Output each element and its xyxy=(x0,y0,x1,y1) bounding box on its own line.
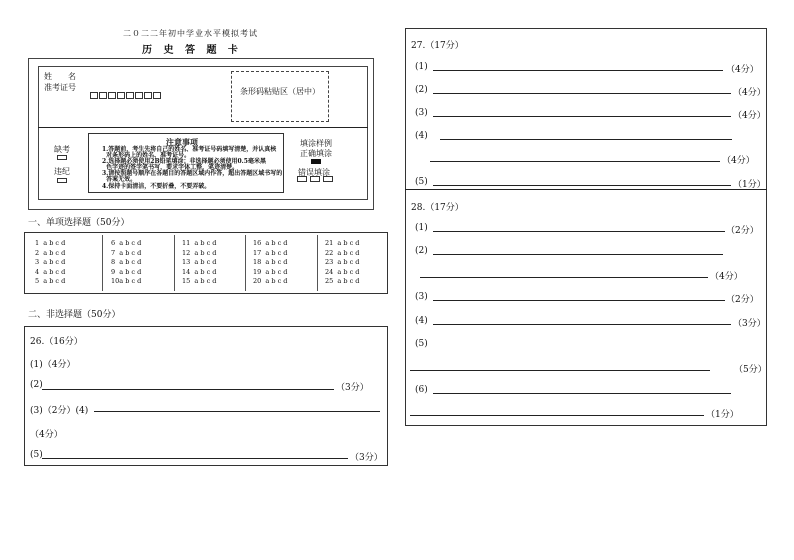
absent-box[interactable] xyxy=(57,155,67,160)
q28-item-line[interactable] xyxy=(410,370,710,371)
mcq-row[interactable]: 25 a b c d xyxy=(325,277,360,286)
mcq-separator xyxy=(102,235,103,291)
mcq-row[interactable]: 11 a b c d xyxy=(182,239,217,247)
q28-title: 28.（17分） xyxy=(411,203,464,213)
note-line: 3.请按照题号顺序在各题目的答题区域内作答，超出答题区域书写的 xyxy=(102,170,283,178)
q27-item-score: （4分） xyxy=(733,88,766,98)
fill-example-label: 填涂样例 xyxy=(300,139,332,148)
violation-label: 违纪 xyxy=(54,167,70,176)
q27-item-score: （4分） xyxy=(726,65,759,75)
id-label: 准考证号 xyxy=(44,83,76,92)
notes-title: 注意事项 xyxy=(166,137,198,147)
q28-item-label: (4) xyxy=(415,316,428,326)
mcq-row[interactable]: 7 a b c d xyxy=(111,248,142,257)
mcq-grid xyxy=(24,232,388,294)
note-line: 2.选择题必须使用2B铅笔填涂；非选择题必须使用0.5毫米黑 xyxy=(102,158,266,166)
id-box[interactable] xyxy=(90,92,98,99)
q28-item-score: （1分） xyxy=(706,410,739,420)
info-divider xyxy=(38,127,368,128)
mcq-row[interactable]: 24 a b c d xyxy=(325,267,360,276)
mcq-group xyxy=(182,239,244,287)
mcq-row[interactable]: 2 a b c d xyxy=(35,248,66,257)
note-line: 4.保持卡面清洁，不要折叠，不要弄破。 xyxy=(102,182,211,190)
q27-item-label: (1) xyxy=(415,62,428,72)
id-box[interactable] xyxy=(108,92,116,99)
q27-item-line[interactable] xyxy=(433,70,723,71)
mcq-row[interactable]: 19 a b c d xyxy=(253,267,288,276)
q27-item-label: (4) xyxy=(415,131,428,141)
mcq-group xyxy=(111,239,173,287)
q28-item-line[interactable] xyxy=(433,300,725,301)
q28-item-label: (3) xyxy=(415,292,428,302)
q27-item-line[interactable] xyxy=(430,161,720,162)
name-label: 姓 名 xyxy=(44,72,76,81)
id-box[interactable] xyxy=(144,92,152,99)
q27-item-score: （4分） xyxy=(733,111,766,121)
mcq-row[interactable]: 1 a b c d xyxy=(35,239,66,247)
id-box[interactable] xyxy=(99,92,107,99)
q26-part5-label: (5) xyxy=(30,450,43,460)
q28-item-line[interactable] xyxy=(410,415,704,416)
note-line: 对条形码上的姓名、准考证号。 xyxy=(102,152,191,160)
mcq-row[interactable]: 13 a b c d xyxy=(182,258,217,267)
mcq-separator xyxy=(174,235,175,291)
mcq-row[interactable]: 3 a b c d xyxy=(35,258,66,267)
absent-label: 缺考 xyxy=(54,145,70,154)
wrong-fill-sample xyxy=(310,176,320,182)
q28-item-label: (2) xyxy=(415,246,428,256)
q27-item-line[interactable] xyxy=(440,139,732,140)
q26-part4-score: （4分） xyxy=(30,430,63,440)
q28-item-label: (1) xyxy=(415,223,428,233)
mcq-row[interactable]: 14 a b c d xyxy=(182,267,217,276)
notes-list xyxy=(102,147,282,190)
card-title: 历 史 答 题 卡 xyxy=(142,45,242,56)
q26-part1: (1)（4分） xyxy=(30,360,76,370)
q27-item-line[interactable] xyxy=(433,116,731,117)
mcq-row[interactable]: 20 a b c d xyxy=(253,277,288,286)
q28-item-score: （3分） xyxy=(733,319,766,329)
q28-item-line[interactable] xyxy=(420,277,708,278)
correct-fill-label: 正确填涂 xyxy=(300,149,332,158)
q28-item-line[interactable] xyxy=(433,254,723,255)
q26-part5-score: （3分） xyxy=(350,453,383,463)
wrong-fill-samples xyxy=(297,176,334,182)
q26-part2-line[interactable] xyxy=(42,389,334,390)
wrong-fill-sample xyxy=(323,176,333,182)
mcq-row[interactable]: 23 a b c d xyxy=(325,258,360,267)
mcq-row[interactable]: 5 a b c d xyxy=(35,277,66,286)
id-box[interactable] xyxy=(153,92,161,99)
q28-item-label: (6) xyxy=(415,385,428,395)
q26-part4-line[interactable] xyxy=(94,411,380,412)
q27-q28-divider xyxy=(405,189,767,190)
note-line: 1.答题前，考生先将自己的姓名、准考证号码填写清楚，并认真核 xyxy=(102,146,277,153)
id-box[interactable] xyxy=(135,92,143,99)
mcq-row[interactable]: 22 a b c d xyxy=(325,248,360,257)
q27-item-line[interactable] xyxy=(433,93,731,94)
q27-item-score: （1分） xyxy=(733,180,766,190)
q28-item-score: （2分） xyxy=(726,295,759,305)
q28-item-score: （5分） xyxy=(734,365,767,375)
mcq-row[interactable]: 17 a b c d xyxy=(253,248,288,257)
wrong-fill-sample xyxy=(297,176,307,182)
barcode-label: 条形码粘贴区（居中） xyxy=(240,87,320,96)
note-line: 答案无效。 xyxy=(102,176,137,184)
q27-item-label: (3) xyxy=(415,108,428,118)
mcq-group xyxy=(35,239,97,287)
id-box[interactable] xyxy=(117,92,125,99)
mcq-group xyxy=(253,239,315,287)
q27-item-label: (5) xyxy=(415,177,428,187)
q28-item-line[interactable] xyxy=(433,231,725,232)
q28-item-score: （4分） xyxy=(710,272,743,282)
section1-title: 一、单项选择题（50分） xyxy=(28,218,130,228)
right-panel xyxy=(405,28,767,426)
mcq-row[interactable]: 15 a b c d xyxy=(182,277,217,286)
mcq-row[interactable]: 9 a b c d xyxy=(111,267,142,276)
q26-title: 26.（16分） xyxy=(30,337,83,347)
mcq-row[interactable]: 12 a b c d xyxy=(182,248,217,257)
mcq-separator xyxy=(245,235,246,291)
q27-item-label: (2) xyxy=(415,85,428,95)
q26-part5-line[interactable] xyxy=(42,458,348,459)
wrong-fill-label: 错误填涂 xyxy=(298,168,330,177)
mcq-row[interactable]: 10a b c d xyxy=(111,277,142,286)
mcq-separator xyxy=(317,235,318,291)
mcq-row[interactable]: 6 a b c d xyxy=(111,239,142,247)
mcq-row[interactable]: 16 a b c d xyxy=(253,239,288,247)
mcq-row[interactable]: 18 a b c d xyxy=(253,258,288,267)
mcq-group xyxy=(325,239,387,287)
q28-item-line[interactable] xyxy=(433,393,731,394)
note-line: 色字迹的签字笔书写，要求字体工整，笔迹清楚。 xyxy=(102,164,239,172)
section2-title: 二、非选择题（50分） xyxy=(28,310,121,320)
q28-item-label: (5) xyxy=(415,339,428,349)
mcq-row[interactable]: 21 a b c d xyxy=(325,239,360,247)
id-boxes[interactable] xyxy=(90,92,162,99)
mcq-row[interactable]: 4 a b c d xyxy=(35,267,66,276)
q27-title: 27.（17分） xyxy=(411,41,464,51)
correct-fill-sample xyxy=(311,159,321,164)
violation-box[interactable] xyxy=(57,178,67,183)
q26-part2-score: （3分） xyxy=(336,383,369,393)
q26-box xyxy=(24,326,388,466)
exam-title: 二０二二年初中学业水平模拟考试 xyxy=(123,29,258,38)
q26-part3-label: (3)（2分）(4) xyxy=(30,406,89,416)
q26-part2-label: (2) xyxy=(30,380,43,390)
mcq-row[interactable]: 8 a b c d xyxy=(111,258,142,267)
q28-item-line[interactable] xyxy=(433,324,731,325)
id-box[interactable] xyxy=(126,92,134,99)
q27-item-line[interactable] xyxy=(433,185,731,186)
q28-item-score: （2分） xyxy=(726,226,759,236)
q27-item-score: （4分） xyxy=(722,156,755,166)
